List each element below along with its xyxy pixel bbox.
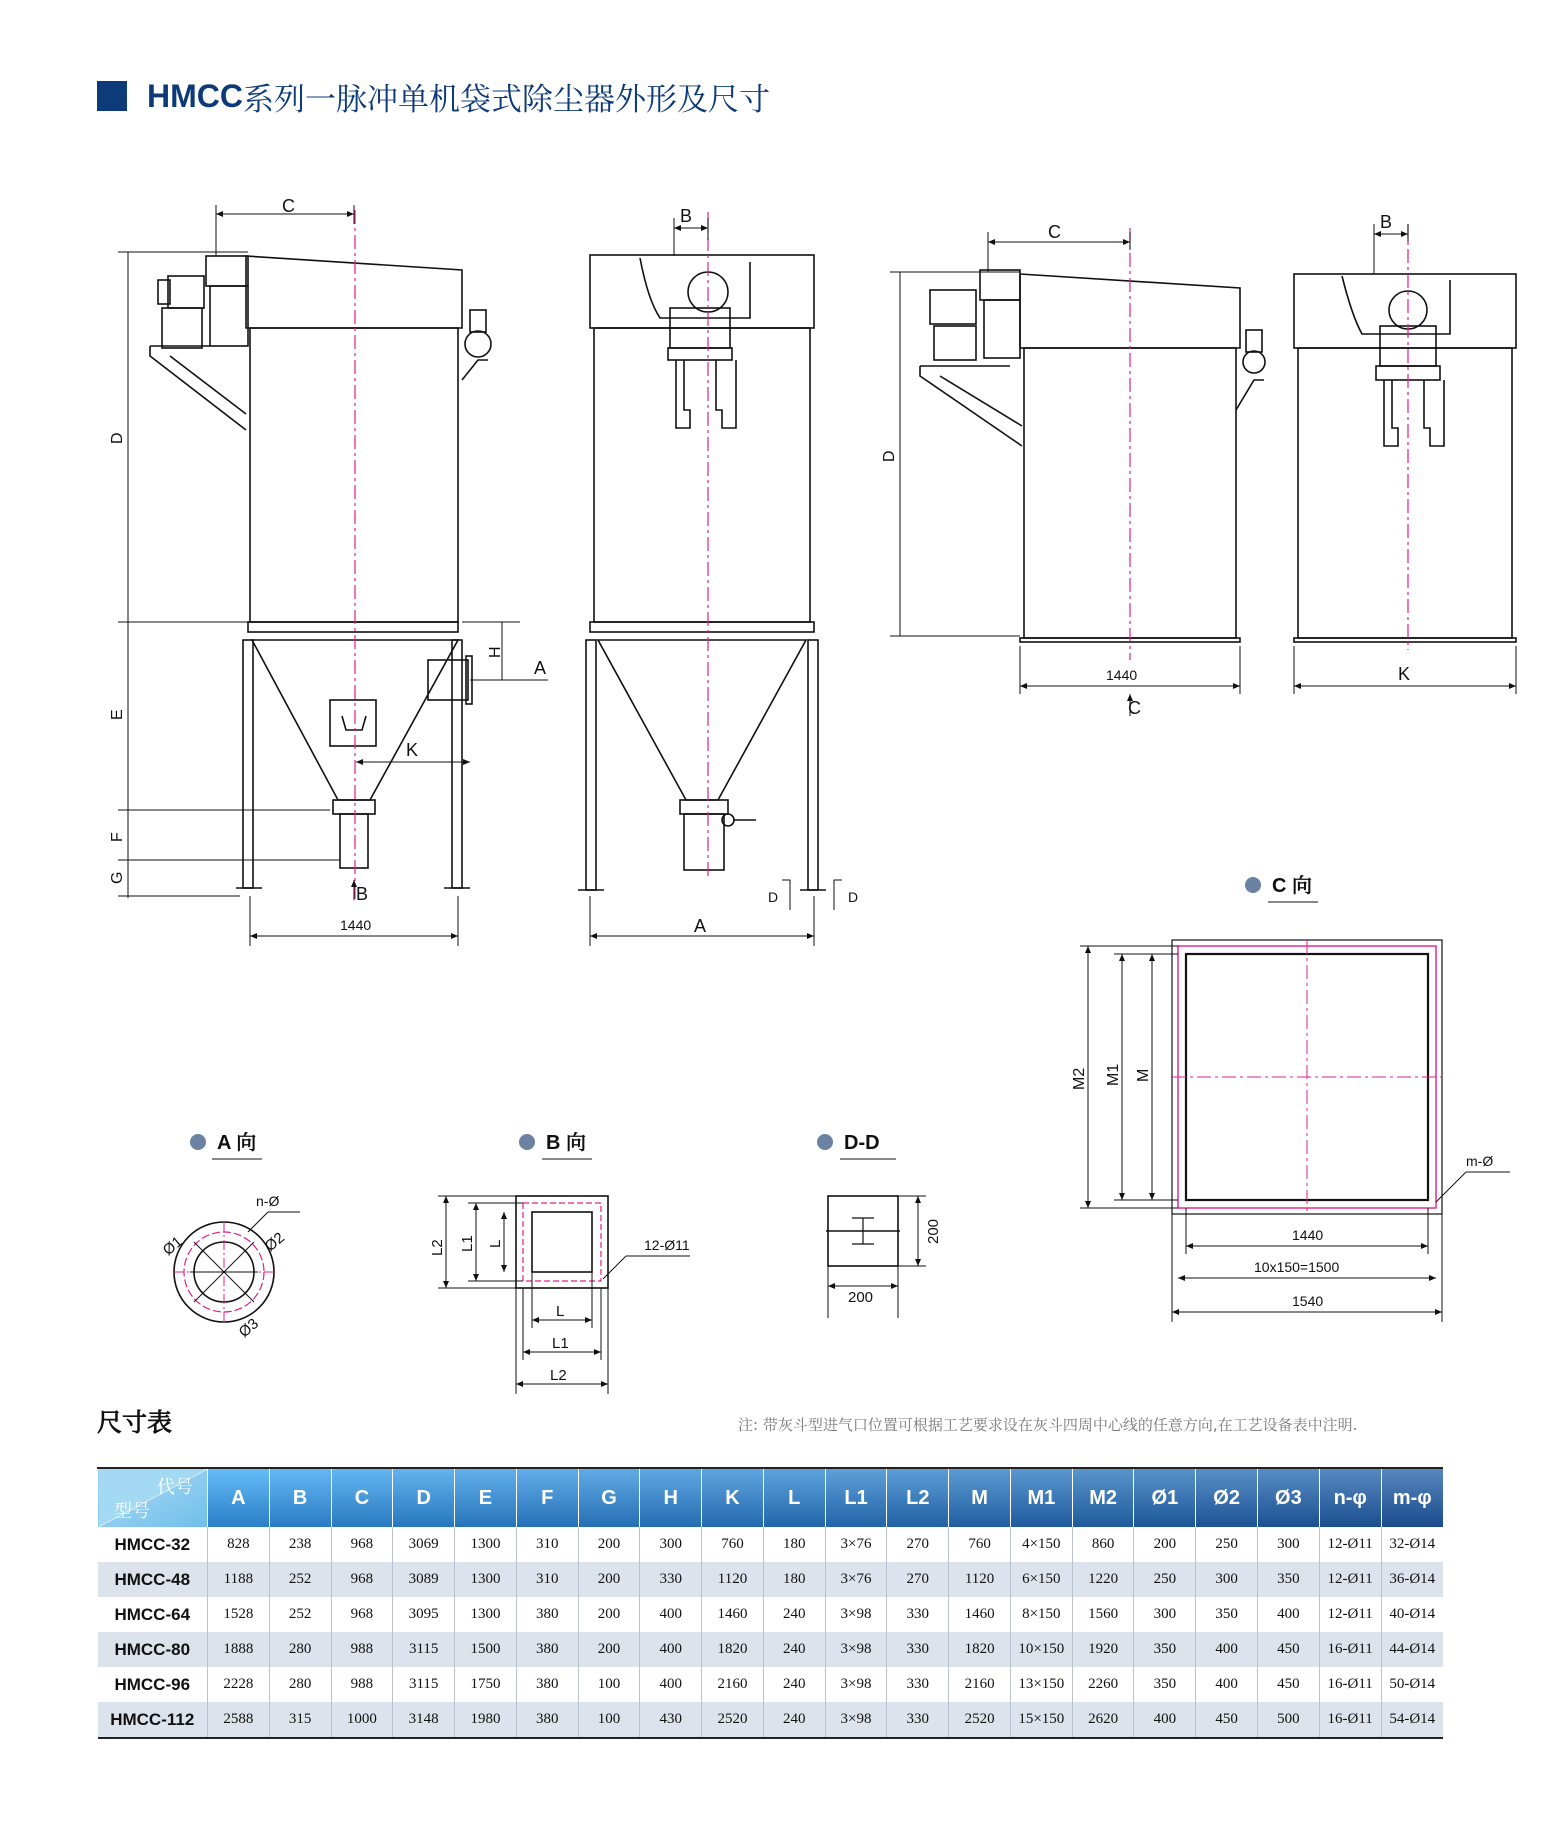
label-M1: M1 [1105,1063,1122,1086]
value-cell: 3×76 [825,1527,887,1562]
value-cell: 250 [1196,1527,1258,1562]
table-row [98,1667,1444,1702]
value-cell: 240 [763,1632,825,1667]
value-cell: 1220 [1072,1562,1134,1597]
value-cell: 3×98 [825,1667,887,1702]
label-B-outlet: B [356,884,369,904]
label-m-phi: m-Ø [1466,1153,1494,1169]
label-1440-front: 1440 [340,917,372,933]
column-header: Ø3 [1258,1468,1320,1527]
label-B-1: B [680,206,693,226]
value-cell: 760 [949,1527,1011,1562]
value-cell: 1188 [208,1562,270,1597]
label-A-width: A [694,916,707,936]
value-cell: 400 [1196,1632,1258,1667]
value-cell: 1120 [702,1562,764,1597]
value-cell: 2520 [949,1702,1011,1738]
front-view-no-hopper [920,270,1265,642]
c-view-title: C 向 [1272,875,1312,897]
label-L2-h: L2 [550,1367,567,1384]
label-K-2: K [1398,664,1411,684]
value-cell: 16-Ø11 [1319,1667,1381,1702]
table-row [98,1597,1444,1632]
column-header: A [208,1468,270,1527]
title-model: HMCC [147,77,243,114]
value-cell: 3×98 [825,1597,887,1632]
value-cell: 12-Ø11 [1319,1562,1381,1597]
label-D-section-right: D [848,889,859,905]
value-cell: 315 [269,1702,331,1738]
dimension-table [97,1467,1443,1739]
label-1440-c: 1440 [1292,1227,1324,1243]
column-header: Ø1 [1134,1468,1196,1527]
value-cell: 240 [763,1667,825,1702]
label-F: F [109,832,126,842]
value-cell: 252 [269,1562,331,1597]
table-body [98,1527,1444,1738]
label-L1-v: L1 [459,1235,476,1252]
table-header-row [98,1468,1444,1527]
label-A-inlet: A [534,658,547,678]
a-view-title: A 向 [217,1132,257,1154]
label-200-h: 200 [925,1218,942,1244]
value-cell: 400 [640,1667,702,1702]
label-G: G [109,871,126,884]
value-cell: 270 [887,1527,949,1562]
value-cell: 3×98 [825,1702,887,1738]
value-cell: 40-Ø14 [1381,1597,1443,1632]
value-cell: 32-Ø14 [1381,1527,1443,1562]
label-C-1: C [282,196,295,216]
label-M2: M2 [1071,1067,1088,1090]
column-header: L1 [825,1468,887,1527]
label-L2-v: L2 [429,1239,446,1256]
a-view-flange [174,1212,300,1322]
column-header: F [516,1468,578,1527]
value-cell: 300 [1258,1527,1320,1562]
label-H: H [487,646,504,658]
table-row [98,1527,1444,1562]
value-cell: 310 [516,1562,578,1597]
c-view-bullet-icon [1245,877,1261,893]
value-cell: 2520 [702,1702,764,1738]
value-cell: 300 [1196,1562,1258,1597]
value-cell: 350 [1134,1667,1196,1702]
value-cell: 400 [640,1632,702,1667]
value-cell: 1528 [208,1597,270,1632]
label-C-arrow: C [1128,698,1141,718]
value-cell: 180 [763,1562,825,1597]
title-text: 系列一脉冲单机袋式除尘器外形及尺寸 [242,81,770,118]
value-cell: 1888 [208,1632,270,1667]
value-cell: 1460 [702,1597,764,1632]
value-cell: 450 [1196,1702,1258,1738]
value-cell: 1000 [331,1702,393,1738]
front-view-with-hopper [150,256,491,888]
column-header: G [578,1468,640,1527]
table-corner-cell [98,1468,208,1527]
value-cell: 3×98 [825,1632,887,1667]
label-1540: 1540 [1292,1293,1324,1309]
value-cell: 1820 [949,1632,1011,1667]
value-cell: 2160 [702,1667,764,1702]
value-cell: 350 [1196,1597,1258,1632]
value-cell: 1300 [455,1562,517,1597]
label-n-phi: n-Ø [256,1193,280,1209]
value-cell: 270 [887,1562,949,1597]
b-view-bullet-icon [519,1134,535,1150]
column-header: M1 [1010,1468,1072,1527]
value-cell: 44-Ø14 [1381,1632,1443,1667]
value-cell: 12-Ø11 [1319,1597,1381,1632]
model-cell: HMCC-48 [98,1562,208,1597]
value-cell: 180 [763,1527,825,1562]
label-K: K [406,740,419,760]
label-L-h: L [556,1303,565,1320]
value-cell: 1460 [949,1597,1011,1632]
column-header: m-φ [1381,1468,1443,1527]
value-cell: 310 [516,1527,578,1562]
value-cell: 250 [1134,1562,1196,1597]
value-cell: 380 [516,1667,578,1702]
column-header: M2 [1072,1468,1134,1527]
label-d3: Ø3 [235,1315,262,1342]
value-cell: 13×150 [1010,1667,1072,1702]
b-view-flange [516,1196,608,1288]
value-cell: 968 [331,1527,393,1562]
value-cell: 8×150 [1010,1597,1072,1632]
value-cell: 988 [331,1632,393,1667]
value-cell: 1120 [949,1562,1011,1597]
value-cell: 450 [1258,1667,1320,1702]
value-cell: 200 [578,1632,640,1667]
value-cell: 988 [331,1667,393,1702]
value-cell: 16-Ø11 [1319,1702,1381,1738]
value-cell: 450 [1258,1632,1320,1667]
value-cell: 238 [269,1527,331,1562]
value-cell: 2620 [1072,1702,1134,1738]
value-cell: 400 [640,1597,702,1632]
value-cell: 2588 [208,1702,270,1738]
label-L-v: L [487,1239,504,1248]
column-header: Ø2 [1196,1468,1258,1527]
value-cell: 1500 [455,1632,517,1667]
value-cell: 12-Ø11 [1319,1527,1381,1562]
value-cell: 3148 [393,1702,455,1738]
table-title: 尺寸表 [97,1408,173,1437]
label-d1: Ø1 [159,1233,186,1260]
label-D-section-left: D [768,889,779,905]
corner-model-label: 型号 [114,1501,150,1521]
value-cell: 36-Ø14 [1381,1562,1443,1597]
table-row [98,1632,1444,1667]
column-header: H [640,1468,702,1527]
value-cell: 860 [1072,1527,1134,1562]
side-view-with-hopper [578,255,826,890]
value-cell: 968 [331,1562,393,1597]
value-cell: 54-Ø14 [1381,1702,1443,1738]
value-cell: 240 [763,1702,825,1738]
column-header: n-φ [1319,1468,1381,1527]
value-cell: 3115 [393,1667,455,1702]
corner-code-label: 代号 [157,1477,193,1497]
a-view-bullet-icon [190,1134,206,1150]
value-cell: 200 [578,1562,640,1597]
c-view-flange [1172,940,1442,1214]
value-cell: 330 [887,1632,949,1667]
value-cell: 16-Ø11 [1319,1632,1381,1667]
value-cell: 15×150 [1010,1702,1072,1738]
label-1440-top: 1440 [1106,667,1138,683]
value-cell: 350 [1258,1562,1320,1597]
value-cell: 2160 [949,1667,1011,1702]
value-cell: 6×150 [1010,1562,1072,1597]
value-cell: 400 [1258,1597,1320,1632]
value-cell: 1300 [455,1597,517,1632]
dd-section [826,1196,926,1318]
value-cell: 252 [269,1597,331,1632]
value-cell: 330 [887,1667,949,1702]
value-cell: 200 [578,1527,640,1562]
label-D-1: D [109,432,126,444]
value-cell: 500 [1258,1702,1320,1738]
value-cell: 200 [1134,1527,1196,1562]
model-cell: HMCC-112 [98,1702,208,1738]
value-cell: 1300 [455,1527,517,1562]
value-cell: 10×150 [1010,1632,1072,1667]
column-header: K [702,1468,764,1527]
value-cell: 1820 [702,1632,764,1667]
side-view-no-hopper [1294,274,1516,642]
value-cell: 1920 [1072,1632,1134,1667]
label-B-2: B [1380,212,1393,232]
value-cell: 3×76 [825,1562,887,1597]
value-cell: 280 [269,1667,331,1702]
value-cell: 280 [269,1632,331,1667]
value-cell: 350 [1134,1632,1196,1667]
value-cell: 300 [640,1527,702,1562]
value-cell: 400 [1196,1667,1258,1702]
label-200-w: 200 [848,1289,874,1306]
column-header: D [393,1468,455,1527]
value-cell: 3089 [393,1562,455,1597]
value-cell: 330 [887,1702,949,1738]
value-cell: 1980 [455,1702,517,1738]
value-cell: 2228 [208,1667,270,1702]
model-cell: HMCC-64 [98,1597,208,1632]
value-cell: 380 [516,1597,578,1632]
value-cell: 330 [640,1562,702,1597]
table-note: 注: 带灰斗型进气口位置可根据工艺要求设在灰斗四周中心线的任意方向,在工艺设备表中注明. [738,1416,1358,1434]
value-cell: 760 [702,1527,764,1562]
dd-view-bullet-icon [817,1134,833,1150]
label-C-2: C [1048,222,1061,242]
value-cell: 430 [640,1702,702,1738]
value-cell: 200 [578,1597,640,1632]
value-cell: 100 [578,1702,640,1738]
model-cell: HMCC-96 [98,1667,208,1702]
value-cell: 2260 [1072,1667,1134,1702]
value-cell: 1560 [1072,1597,1134,1632]
column-header: M [949,1468,1011,1527]
label-L1-h: L1 [552,1335,569,1352]
value-cell: 50-Ø14 [1381,1667,1443,1702]
value-cell: 100 [578,1667,640,1702]
value-cell: 400 [1134,1702,1196,1738]
value-cell: 330 [887,1597,949,1632]
label-M: M [1135,1068,1152,1082]
value-cell: 828 [208,1527,270,1562]
label-D-2: D [881,450,898,462]
value-cell: 3095 [393,1597,455,1632]
dd-view-title: D-D [844,1132,880,1154]
column-header: L2 [887,1468,949,1527]
model-cell: HMCC-32 [98,1527,208,1562]
value-cell: 3115 [393,1632,455,1667]
label-E: E [109,709,126,720]
table-row [98,1702,1444,1738]
value-cell: 1750 [455,1667,517,1702]
column-header: L [763,1468,825,1527]
model-cell: HMCC-80 [98,1632,208,1667]
label-bolt-holes: 12-Ø11 [644,1237,690,1253]
value-cell: 380 [516,1702,578,1738]
value-cell: 240 [763,1597,825,1632]
value-cell: 3069 [393,1527,455,1562]
column-header: B [269,1468,331,1527]
value-cell: 968 [331,1597,393,1632]
value-cell: 380 [516,1632,578,1667]
label-10x150: 10x150=1500 [1254,1259,1340,1275]
b-view-title: B 向 [546,1132,586,1154]
value-cell: 300 [1134,1597,1196,1632]
column-header: E [455,1468,517,1527]
column-header: C [331,1468,393,1527]
table-row [98,1562,1444,1597]
label-d2: Ø2 [261,1229,288,1256]
value-cell: 4×150 [1010,1527,1072,1562]
